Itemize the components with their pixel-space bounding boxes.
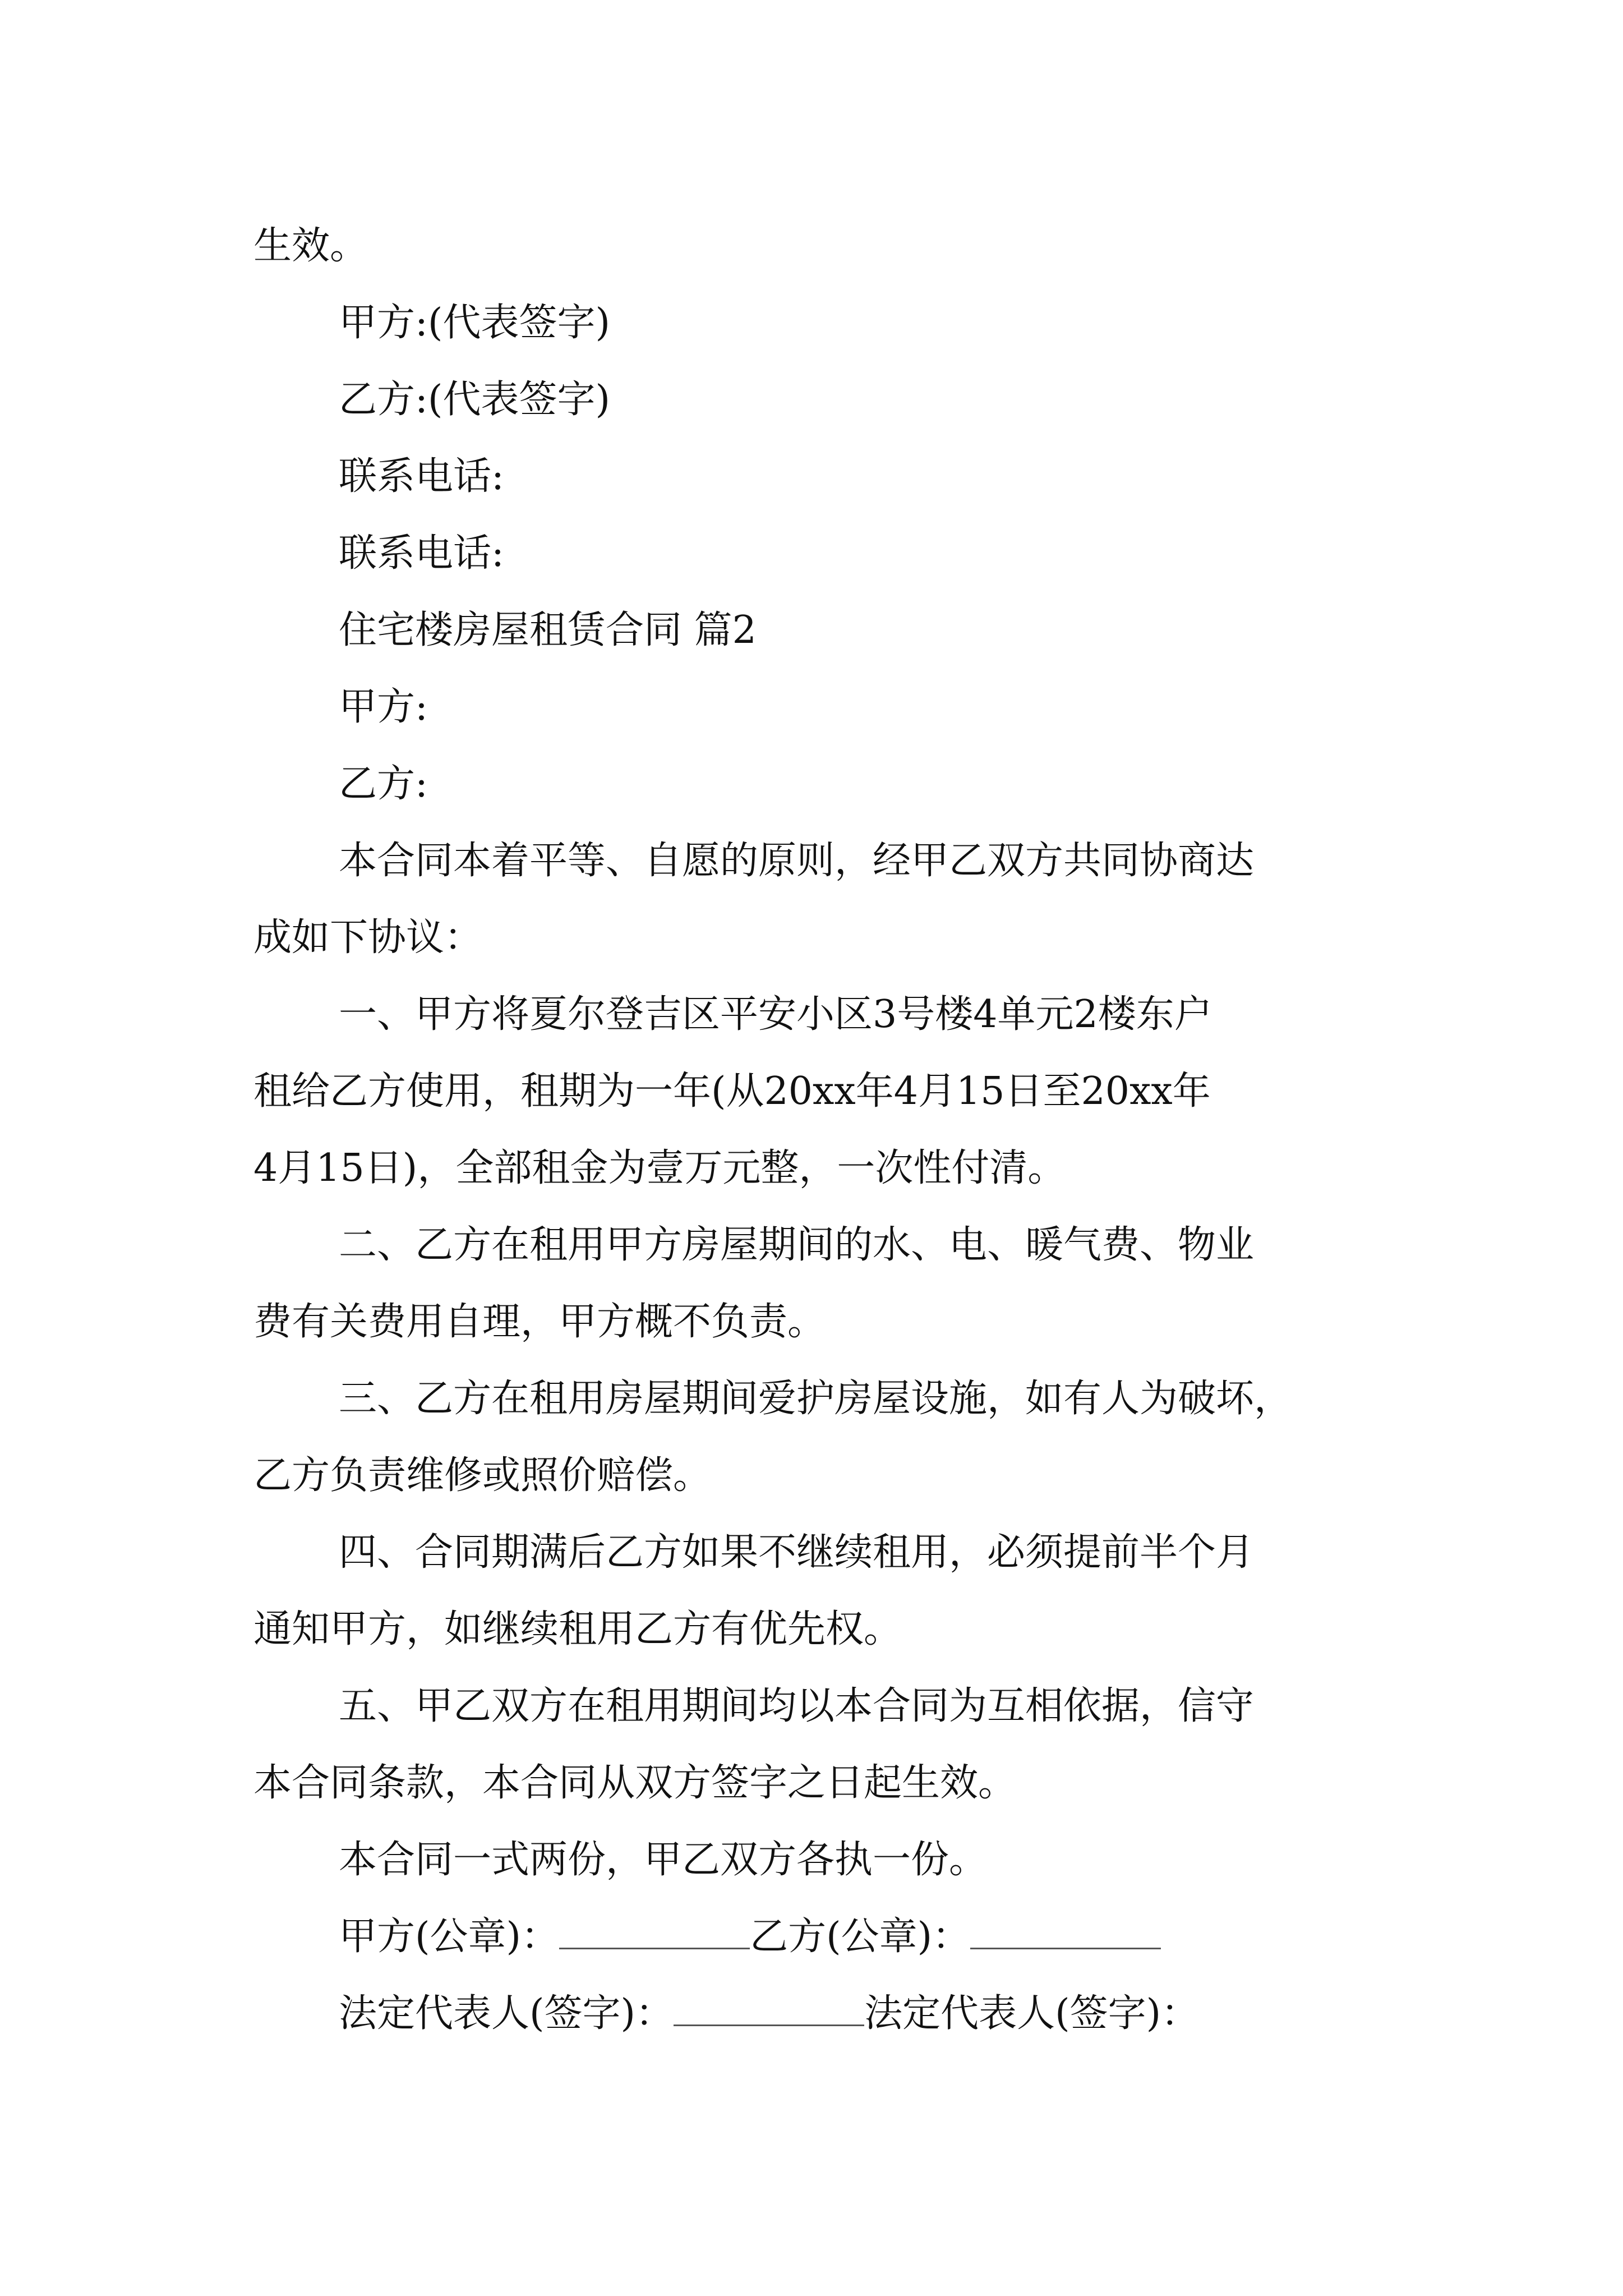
- text-line: 一、甲方将夏尔登吉区平安小区3号楼4单元2楼东户: [339, 992, 1212, 1037]
- text-line: 租给乙方使用，租期为一年(从20xx年4月15日至20xx年: [253, 1069, 1211, 1114]
- text-line: 本合同一式两份，甲乙双方各执一份。: [339, 1838, 988, 1882]
- text-line: 三、乙方在租用房屋期间爱护房屋设施，如有人为破坏，: [339, 1377, 1293, 1421]
- party-b-seal-blank: [970, 1914, 1161, 1949]
- text-line: 通知甲方，如继续租用乙方有优先权。: [253, 1607, 902, 1651]
- text-line: 五、甲乙双方在租用期间均以本合同为互相依据，信守: [339, 1684, 1255, 1728]
- text-line: 费有关费用自理，甲方概不负责。: [253, 1300, 826, 1344]
- text-line: 本合同本着平等、自愿的原则，经甲乙双方共同协商达: [339, 839, 1255, 883]
- text-line: 生效。: [253, 224, 368, 268]
- text-line: 甲方:(代表签字): [339, 301, 610, 345]
- text-line: 联系电话:: [339, 454, 504, 499]
- text-line: 联系电话:: [339, 531, 504, 576]
- text-line: 成如下协议：: [253, 915, 483, 960]
- text-line: 四、合同期满后乙方如果不继续租用，必须提前半个月: [339, 1530, 1255, 1575]
- text-line: 乙方负责维修或照价赔偿。: [253, 1453, 712, 1498]
- representative-line: [253, 1975, 1386, 2052]
- party-a-rep-label: 法定代表人(签字)：: [339, 1991, 674, 2036]
- text-line: 甲方:: [339, 685, 428, 729]
- document-body: [253, 208, 1386, 2052]
- text-line: 本合同条款，本合同从双方签字之日起生效。: [253, 1761, 1017, 1805]
- text-line: 4月15日)，全部租金为壹万元整，一次性付清。: [253, 1146, 1066, 1190]
- party-b-seal-label: 乙方(公章)：: [750, 1915, 971, 1959]
- party-b-rep-label: 法定代表人(签字)：: [864, 1991, 1200, 2036]
- text-line: 乙方:(代表签字): [339, 378, 610, 422]
- party-a-seal-blank: [559, 1914, 750, 1949]
- seal-line: [253, 1898, 1386, 1975]
- text-line: 乙方:: [339, 762, 428, 806]
- text-line: 二、乙方在租用甲方房屋期间的水、电、暖气费、物业: [339, 1223, 1255, 1267]
- party-a-seal-label: 甲方(公章)：: [339, 1915, 560, 1959]
- party-a-rep-blank: [674, 1991, 864, 2026]
- section-heading: 住宅楼房屋租赁合同 篇2: [339, 608, 757, 652]
